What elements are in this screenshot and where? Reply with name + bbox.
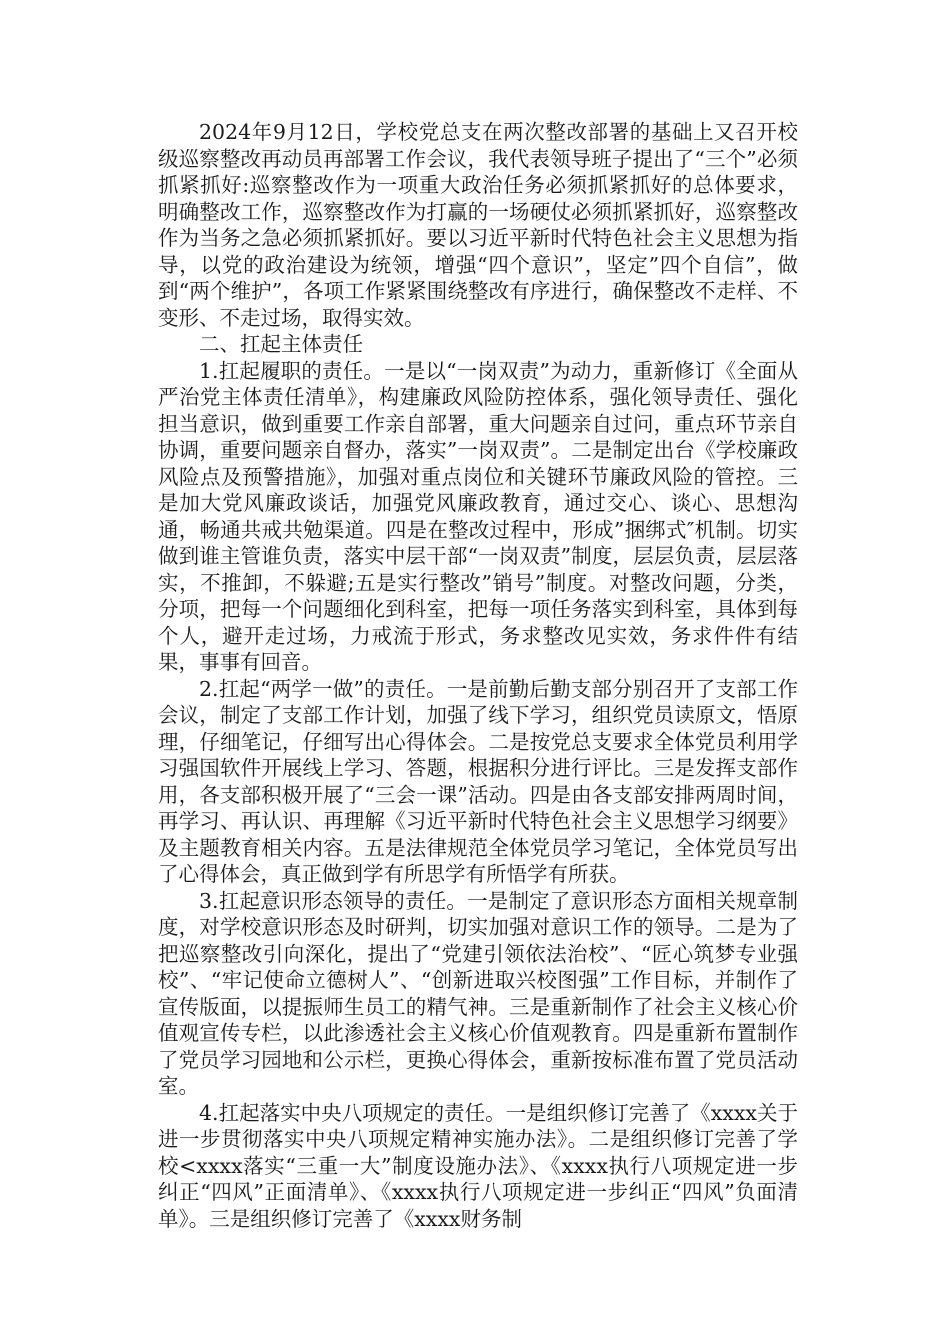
section-heading-main-responsibility: 二、扛起主体责任: [199, 332, 363, 356]
document-body: [158, 119, 798, 1232]
paragraph-item-2: 2.扛起“两学一做”的责任。一是前勤后勤支部分别召开了支部工作会议，制定了支部工作计划，加强了线下学习，组织党员读原文，悟原理，仔细笔记，仔细写出心得体会。二是按党总支要求全体党员利用学习强国软件开展线上学习、答题，根据积分进行评比。三是发挥支部作用，各支部积极开展了“三会一课”活动。四是由各支部安排两周时间，再学习、再认识、再理解《习近平新时代特色社会主义思想学习纲要》及主题教育相关内容。五是法律规范全体党员学习笔记，全体党员写出了心得体会，真正做到学有所思学有所悟学有所获。: [158, 676, 798, 886]
paragraph-item-4: 4.扛起落实中央八项规定的责任。一是组织修订完善了《xxxx关于进一步贯彻落实中央八项规定精神实施办法》。二是组织修订完善了学校<xxxx落实“三重一大”制度设施办法》、《xxxx执行八项规定进一步纠正“四风”正面清单》、《xxxx执行八项规定进一步纠正“四风”负面清单》。三是组织修订完善了《xxxx财务制: [158, 1100, 798, 1231]
paragraph-intro: 2024年9月12日，学校党总支在两次整改部署的基础上又召开校级巡察整改再动员再部署工作会议，我代表领导班子提出了“三个”必须抓紧抓好:巡察整改作为一项重大政治任务必须抓紧抓好的总体要求，明确整改工作，巡察整改作为打赢的一场硬仗必须抓紧抓好，巡察整改作为当务之急必须抓紧抓好。要以习近平新时代特色社会主义思想为指导，以党的政治建设为统领，增强“四个意识”，坚定”四个自信”，做到“两个维护”，各项工作紧紧围绕整改有序进行，确保整改不走样、不变形、不走过场，取得实效。: [158, 120, 798, 330]
paragraph-item-1: 1.扛起履职的责任。一是以“一岗双责”为动力，重新修订《全面从严治党主体责任清单》，构建廉政风险防控体系，强化领导责任、强化担当意识，做到重要工作亲自部署，重大问题亲自过问，重点环节亲自协调，重要问题亲自督办，落实”一岗双责”。二是制定出台《学校廉政风险点及预警措施》，加强对重点岗位和关键环节廉政风险的管控。三是加大党风廉政谈话，加强党风廉政教育，通过交心、谈心、思想沟通，畅通共戒共勉渠道。四是在整改过程中，形成”捆绑式″机制。切实做到谁主管谁负责，落实中层干部“一岗双责”制度，层层负责，层层落实，不推卸，不躲避;五是实行整改”销号”制度。对整改问题，分类，分项，把每一个问题细化到科室，把每一项任务落实到科室，具体到每个人，避开走过场，力戒流于形式，务求整改见实效，务求件件有结果，事事有回音。: [158, 358, 798, 674]
paragraph-item-3: 3.扛起意识形态领导的责任。一是制定了意识形态方面相关规章制度，对学校意识形态及时研判，切实加强对意识工作的领导。二是为了把巡察整改引向深化，提出了“党建引领依法治校”、“匠心筑梦专业强校”、“牢记使命立德树人”、“创新进取兴校图强”工作目标，并制作了宣传版面，以提振师生员工的精气神。三是重新制作了社会主义核心价值观宣传专栏，以此渗透社会主义核心价值观教育。四是重新布置制作了党员学习园地和公示栏，更换心得体会，重新按标准布置了党员活动室。: [158, 888, 798, 1098]
